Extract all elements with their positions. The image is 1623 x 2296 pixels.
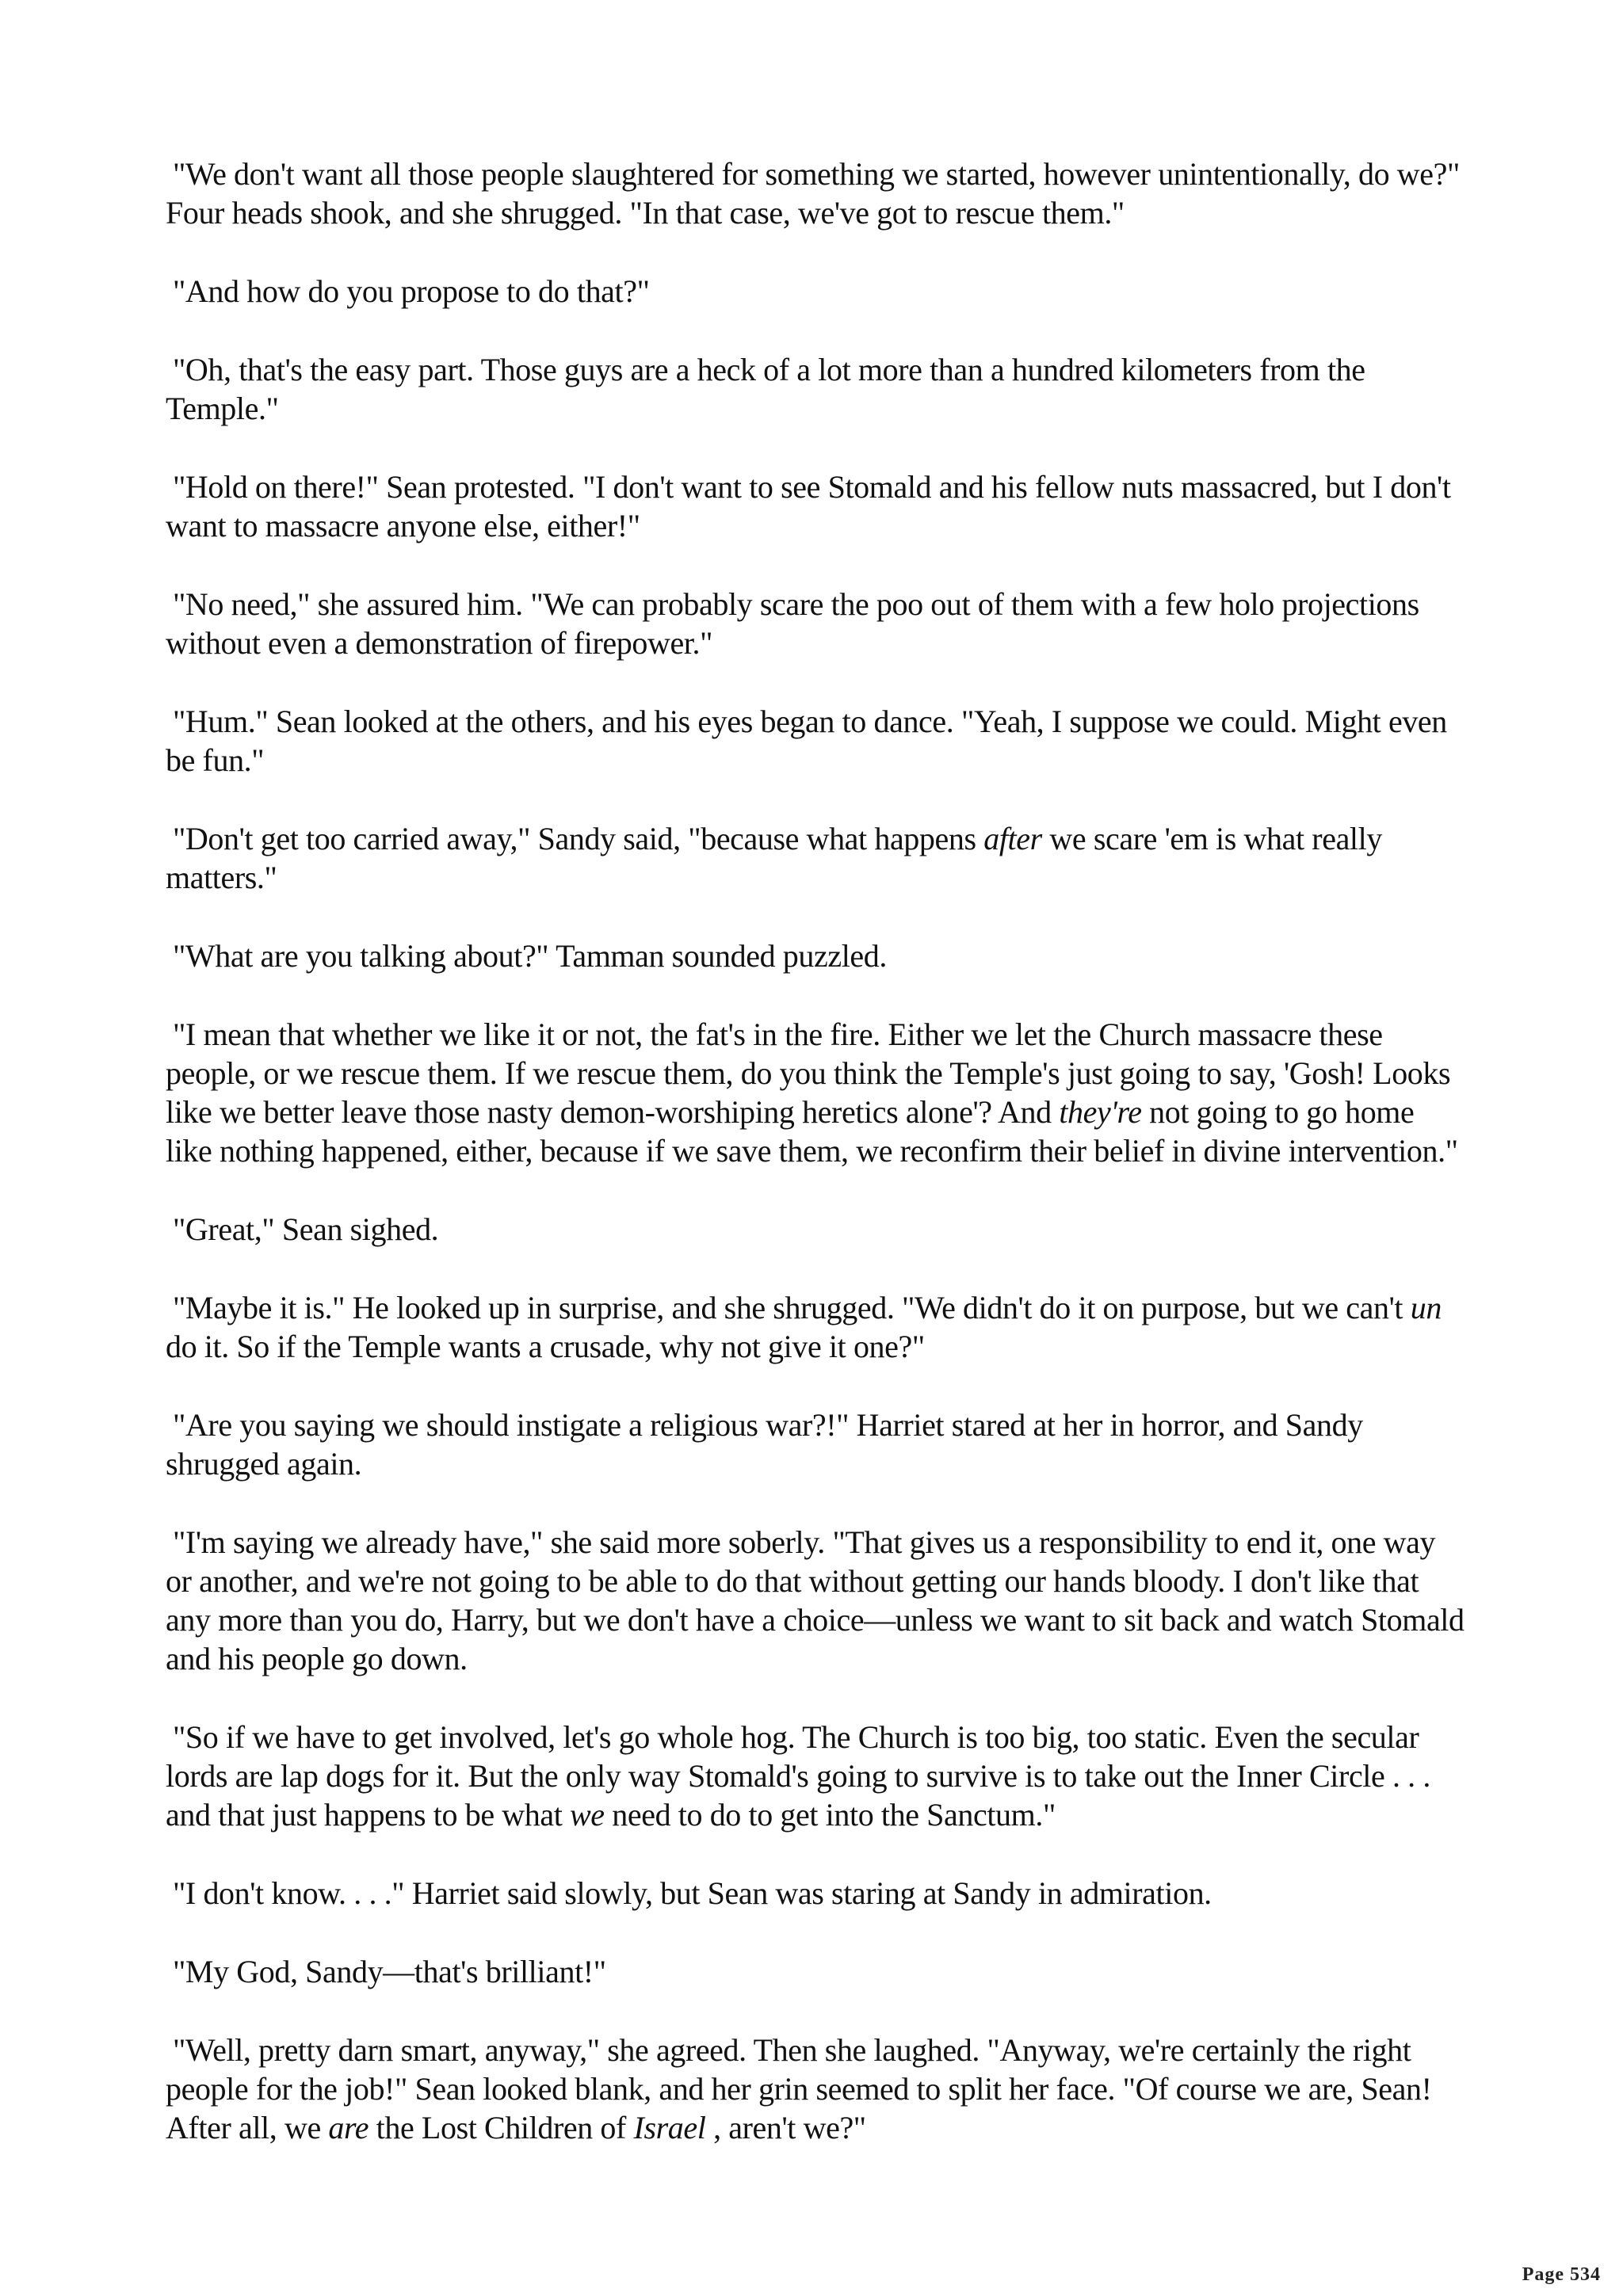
- paragraph: [166, 272, 1465, 311]
- paragraph: [166, 585, 1465, 662]
- text-run: "Don't get too carried away," Sandy said, "because what happens: [173, 821, 984, 856]
- text-run: "Maybe it is." He looked up in surprise, and she shrugged. "We didn't do it on purpose, but we can't: [173, 1290, 1411, 1325]
- text-run: "Well, pretty darn smart, anyway," she agreed. Then she laughed. "Anyway, we're certainly the right people for the job!" Sean looked blank, and her grin seemed to split her face. "Of course we are, Sean! After all, we: [166, 2032, 1432, 2145]
- text-run: "I'm saying we already have," she said more soberly. "That gives us a responsibility to end it, one way or another, and we're not going to be able to do that without getting our hands bloody. I don't like that any more than you do, Harry, but we don't have a choice—unless we want to sit back and watch Stomald and his people go down.: [166, 1524, 1465, 1676]
- paragraph: [166, 467, 1465, 545]
- italic-text: we: [570, 1797, 605, 1833]
- text-run: "What are you talking about?" Tamman sounded puzzled.: [173, 938, 887, 974]
- paragraph: [166, 1718, 1465, 1834]
- paragraph: [166, 936, 1465, 975]
- italic-text: after: [983, 821, 1042, 856]
- paragraph: [166, 819, 1465, 897]
- paragraph: [166, 1405, 1465, 1483]
- paragraph: [166, 702, 1465, 780]
- paragraph: [166, 1523, 1465, 1678]
- paragraph: [166, 1874, 1465, 1913]
- text-run: need to do to get into the Sanctum.": [604, 1797, 1056, 1833]
- italic-text: they're: [1059, 1094, 1142, 1130]
- page-number: Page 534: [1522, 2264, 1601, 2285]
- text-run: not going to go home like nothing happened, either, because if we save them, we reconfirm their belief in divine intervention.": [166, 1094, 1458, 1169]
- text-run: "Hum." Sean looked at the others, and his eyes began to dance. "Yeah, I suppose we could. Might even be fun.": [166, 704, 1447, 778]
- paragraph: [166, 1288, 1465, 1366]
- italic-text: un: [1410, 1290, 1442, 1325]
- paragraph: [166, 1210, 1465, 1249]
- text-run: "Great," Sean sighed.: [173, 1211, 439, 1247]
- paragraph: [166, 1952, 1465, 1991]
- paragraph: [166, 2031, 1465, 2147]
- text-run: "So if we have to get involved, let's go whole hog. The Church is too big, too static. Even the secular lords are lap dogs for it. But the only way Stomald's going to survive is to take out the Inner Circle . . . and that just happens to be what: [166, 1719, 1430, 1833]
- text-run: "We don't want all those people slaughtered for something we started, however unintentionally, do we?" Four heads shook, and she shrugged. "In that case, we've got to rescue them.": [166, 156, 1460, 231]
- text-run: "My God, Sandy—that's brilliant!": [173, 1954, 606, 1989]
- paragraph: [166, 1015, 1465, 1170]
- text-run: "And how do you propose to do that?": [173, 273, 650, 309]
- text-run: the Lost Children of: [369, 2110, 634, 2145]
- text-run: , aren't we?": [705, 2110, 866, 2145]
- text-run: "No need," she assured him. "We can probably scare the poo out of them with a few holo projections without even a demonstration of firepower.": [166, 586, 1419, 661]
- italic-text: are: [328, 2110, 369, 2145]
- text-run: "I mean that whether we like it or not, the fat's in the fire. Either we let the Church massacre these people, or we rescue them. If we rescue them, do you think the Temple's just going to say, 'Gosh! Looks like we better leave those nasty demon-worshiping heretics alone'? And: [166, 1016, 1451, 1130]
- text-run: "Oh, that's the easy part. Those guys are a heck of a lot more than a hundred kilometers from the Temple.": [166, 352, 1365, 426]
- text-run: "Hold on there!" Sean protested. "I don't want to see Stomald and his fellow nuts massacred, but I don't want to massacre anyone else, either!": [166, 469, 1451, 543]
- text-run: we scare 'em is what really matters.": [166, 821, 1382, 895]
- text-run: do it. So if the Temple wants a crusade, why not give it one?": [166, 1329, 925, 1364]
- body-text: [166, 154, 1465, 2187]
- paragraph: [166, 350, 1465, 428]
- text-run: "Are you saying we should instigate a religious war?!" Harriet stared at her in horror, and Sandy shrugged again.: [166, 1407, 1363, 1482]
- text-run: "I don't know. . . ." Harriet said slowly, but Sean was staring at Sandy in admiration.: [173, 1875, 1212, 1911]
- italic-text: Israel: [633, 2110, 706, 2145]
- paragraph: [166, 154, 1465, 232]
